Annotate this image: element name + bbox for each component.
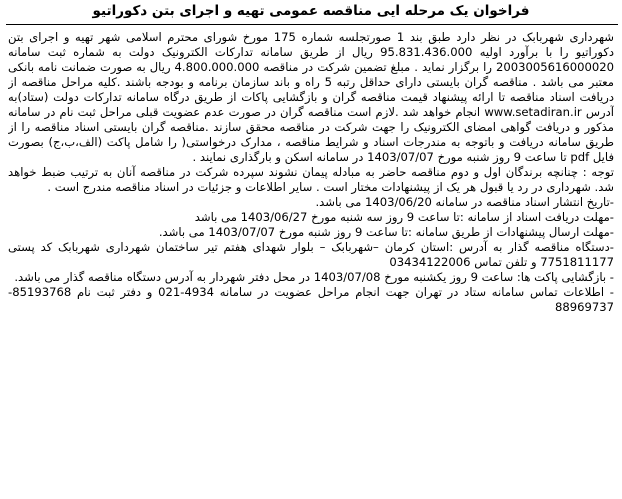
paragraph-address: -دستگاه مناقصه گذار به آدرس :استان کرمان –شهربابک – بلوار شهدای هفتم تیر ساختمان شهرداری شهربابک کد پستی 7751811177 و تلفن تماس 03434122006 — [8, 240, 614, 269]
paragraph-note: توجه : چنانچه برندگان اول و دوم مناقصه حاضر به مبادله پیمان نشوند سپرده شرکت در مناقصه آنان به ترتیب ضبط خواهد شد. شهرداری در رد یا قبول هر یک از پیشنهادات مختار است . سایر اطلاعات و جزئیات در اسناد مناقصه مندرج است . — [8, 165, 614, 194]
paragraph-opening: - بازگشایی پاکت ها: ساعت 9 روز یکشنبه مورخ 1403/07/08 در محل دفتر شهردار به آدرس دستگاه مناقصه گذار می باشد. — [14, 270, 614, 284]
notice-title: فراخوان یک مرحله ایی مناقصه عمومی تهیه و اجرای بتن دکوراتیو — [92, 3, 530, 19]
notice-body — [8, 30, 614, 495]
paragraph-document-deadline: -مهلت دریافت اسناد از سامانه :تا ساعت 9 روز سه شنبه مورخ 1403/06/27 می باشد — [194, 210, 614, 224]
paragraph-publish-date: -تاریخ انتشار اسناد مناقصه در سامانه 1403/06/20 می باشد. — [315, 195, 614, 209]
paragraph-main: شهرداری شهربابک در نظر دارد طبق بند 1 صورتجلسه شماره 175 مورخ شورای محترم اسلامی شهر تهیه و اجرای بتن دکوراتیو را با برآورد اولیه 95.831.436.000 ریال از طریق سامانه تدارکات الکترونیک دولت به شماره ثبت سامانه 2003005616000020 را برگزار نماید . مبلغ تضمین شرکت در مناقصه 4.800.000.000 ریال به صورت ضمانت نامه بانکی معتبر می باشد . مناقصه گران بایستی دارای حداقل رتبه 5 راه و باند سازمان برنامه و بودجه باشند .کلیه مراحل مناقصه از دریافت اسناد مناقصه تا ارائه پیشنهاد قیمت مناقصه گران و بازگشایی پاکات از طریق درگاه سامانه تدارکات دولت (ستاد)به آدرس www.setadiran.ir انجام خواهد شد .لازم است مناقصه گران در صورت عدم عضویت قبلی مراحل ثبت نام در سامانه مذکور و دریافت گواهی امضای الکترونیک را جهت شرکت در مناقصه محقق سازند .مناقصه گران بایستی اسناد مناقصه را از طریق سامانه دریافت و باتوجه به مندرجات اسناد و شرایط مناقصه ، مدارک درخواستی( را شامل پاکت (الف،ب،ج) بصورت فایل pdf تا ساعت 9 روز شنبه مورخ 1403/07/07 در سامانه اسکن و بارگذاری نمایند . — [8, 30, 614, 164]
paragraph-contact: - اطلاعات تماس سامانه ستاد در تهران جهت انجام مراحل عضویت در سامانه 4934-021 و دفتر ثبت نام 85193768-88969737 — [8, 285, 614, 314]
title-divider — [6, 24, 618, 25]
paragraph-submission-deadline: -مهلت ارسال پیشنهادات از طریق سامانه :تا ساعت 9 روز شنبه مورخ 1403/07/07 می باشد. — [158, 225, 614, 239]
